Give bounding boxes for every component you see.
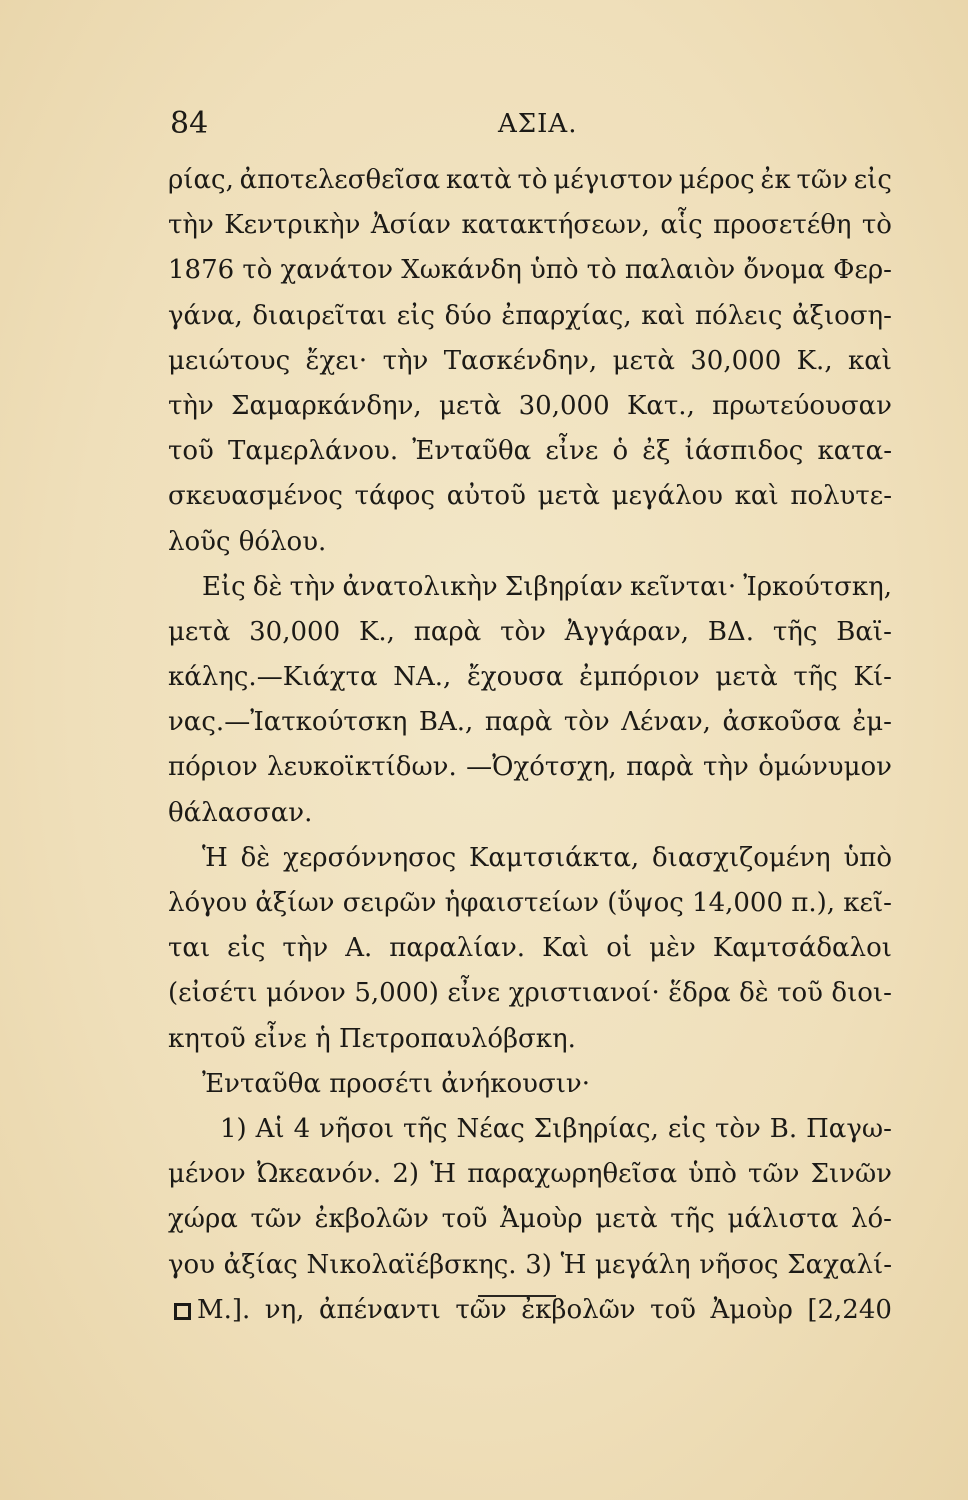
text-line: Ἐνταῦθα προσέτι ἀνήκουσιν· (202, 1068, 590, 1099)
word: (εἰσέτι (168, 978, 258, 1009)
word: ἀπέναντι (318, 1294, 441, 1325)
text-line (168, 565, 892, 610)
text-line (168, 926, 892, 971)
word: παλαιὸν (624, 255, 736, 286)
word: μετὰ (537, 481, 600, 512)
word: τῶν (455, 1294, 507, 1325)
word: ἐξ (642, 436, 671, 467)
word: 2) (392, 1159, 420, 1190)
word: ΒΔ. (707, 616, 755, 647)
word: Κ., (796, 345, 833, 376)
word: Β. (769, 1113, 798, 1144)
word: μετὰ (715, 662, 778, 693)
word: Ἡ (202, 842, 228, 873)
text-line (168, 474, 892, 519)
word: καὶ (847, 345, 892, 376)
word: ὑπὸ (529, 255, 579, 286)
word: νῆσοι (319, 1113, 395, 1144)
word: ΝΑ., (393, 662, 452, 693)
word: ἔχουσα (466, 662, 564, 693)
word: καὶ (641, 300, 686, 331)
word: 14,000 (692, 888, 784, 918)
word: τῶν (748, 1159, 800, 1190)
word: μέρος (678, 165, 755, 195)
word: τῆς (772, 616, 818, 647)
word: Φερ- (833, 255, 892, 286)
text-line (168, 1152, 892, 1197)
word: Ταμερλάνου. (227, 436, 399, 467)
word: δύο (444, 300, 492, 331)
word: μετὰ (168, 616, 231, 647)
word: καὶ (734, 481, 779, 512)
word: Καὶ (542, 933, 590, 964)
word: ἐκβολῶν (314, 1204, 429, 1235)
word: ὑπὸ (688, 1159, 737, 1190)
word: Ἀγγάραν, (564, 616, 690, 647)
word: Παγω- (806, 1113, 892, 1144)
text-line (168, 745, 892, 790)
word: χριστιανοί· (508, 978, 660, 1009)
word: αἷς (660, 210, 703, 241)
word: μὲν (649, 933, 696, 964)
word: χανάτον (280, 255, 394, 286)
running-title: ΑΣΙΑ. (498, 109, 578, 139)
text-line: θάλασσαν. (168, 797, 313, 828)
word: εἶνε (447, 978, 501, 1009)
text-line (168, 1243, 892, 1288)
word: κατὰ (445, 165, 512, 195)
word: διοι- (831, 978, 892, 1009)
word: Σαχαλί- (787, 1249, 892, 1280)
word: Σιβηρίαν (504, 571, 623, 602)
word: 4 (293, 1113, 311, 1144)
word: μόνον (266, 978, 346, 1009)
word: αὐτοῦ (446, 481, 526, 512)
word: τὸν (500, 616, 546, 647)
word: 30,000 (690, 345, 782, 376)
word: τοῦ (168, 436, 214, 467)
word: [2,240 (807, 1294, 892, 1325)
word: τῶν (250, 1204, 302, 1235)
word: μέγιστον (553, 165, 674, 195)
word: πρωτεύουσαν (712, 390, 892, 421)
word: μειώτους (168, 345, 291, 376)
page-header (170, 104, 890, 144)
word: Λέναν, (621, 707, 711, 738)
word: ἰάσπιδος (684, 436, 804, 467)
word: τὸ (861, 210, 892, 241)
word: τὸν (563, 707, 610, 738)
word: τοῦ (777, 978, 823, 1009)
word: Νέας (456, 1113, 525, 1144)
text-line (168, 158, 892, 203)
text-line (168, 1107, 892, 1152)
word: ὁμώνυμον (758, 752, 892, 783)
word: μετὰ (612, 345, 675, 376)
word: Σινῶν (810, 1159, 892, 1190)
word: πολυτε- (790, 481, 892, 512)
word: ἐμ- (852, 707, 892, 738)
word: κεῖνται· (629, 571, 737, 602)
word: μετὰ (595, 1204, 658, 1235)
word: ἀξιοση- (792, 300, 892, 331)
word: μάλιστα (727, 1204, 839, 1235)
word: 1876 (168, 255, 235, 286)
word: νας.—Ἰατκούτσκη (168, 707, 408, 738)
word: Ἀσίαν (370, 210, 451, 241)
word: ἡφαιστείων (444, 888, 599, 918)
word: ἐμπόριον (579, 662, 700, 693)
word: —Ὀχότσχη, (466, 752, 617, 783)
word: τὴν (703, 752, 749, 783)
word: τὴν (168, 210, 214, 241)
word: τάφος (354, 481, 436, 512)
word: κεῖ- (843, 888, 892, 918)
word: τοῦ (650, 1294, 696, 1325)
word: εἰς (227, 933, 266, 964)
word: 5,000) (354, 978, 439, 1009)
square-symbol-icon (174, 1303, 191, 1320)
word: Κ., (358, 616, 395, 647)
word: ἀσκοῦσα (722, 707, 841, 738)
word: ὄνομα (743, 255, 825, 286)
word: Σαμαρκάνδην, (231, 390, 422, 421)
word: πόλεις (694, 300, 783, 331)
word: κατα- (817, 436, 892, 467)
text-line (168, 248, 892, 293)
word: κατακτήσεων, (461, 210, 650, 241)
word: μεγάλη (595, 1249, 691, 1280)
word: μένον (168, 1159, 246, 1190)
word: τῆς (670, 1204, 715, 1235)
word: Κατ., (626, 390, 695, 421)
word: 1) (220, 1113, 247, 1144)
text-line-segment: Μ.]. (168, 1288, 250, 1333)
word: Ὠκεανόν. (256, 1159, 382, 1190)
word: (ὕψος (607, 888, 684, 918)
word: εἶνε (545, 436, 599, 467)
word: Ἀμοὺρ (500, 1204, 583, 1235)
word: εἰς (667, 1113, 707, 1144)
word: τοῦ (441, 1204, 488, 1235)
word: τῆς (793, 662, 838, 693)
word: ἕδρα (668, 978, 731, 1009)
word: τῶν (796, 165, 848, 195)
word: διαιρεῖται (252, 300, 388, 331)
word: Καμτσιάκτα, (468, 842, 640, 873)
word: δὲ (252, 571, 283, 602)
word: Καμτσάδαλοι (712, 933, 892, 964)
text-line (168, 1197, 892, 1242)
word: χερσόννησος (283, 842, 457, 873)
word: Βαϊ- (836, 616, 892, 647)
word: Σιβηρίας, (533, 1113, 659, 1144)
text-line (168, 700, 892, 745)
word: π.), (791, 888, 836, 918)
word: παρὰ (413, 616, 482, 647)
body-text (168, 158, 892, 1333)
word: δὲ (240, 842, 271, 873)
text-line: κητοῦ εἶνε ἡ Πετροπαυλόβσκη. (168, 1023, 576, 1054)
text-line (168, 836, 892, 881)
word: παρὰ (484, 707, 553, 738)
word: Ἡ (560, 1249, 587, 1280)
word: Αἱ (255, 1113, 285, 1144)
word: γάνα, (168, 300, 243, 331)
word: οἱ (606, 933, 633, 964)
word: μεγάλου (611, 481, 723, 512)
footer-rule (478, 1295, 556, 1297)
word: τὸ (242, 255, 273, 286)
word: λόγου (168, 888, 248, 918)
word: πόριον (168, 752, 258, 783)
text-line (168, 339, 892, 384)
word: ἔχει· (305, 345, 368, 376)
word: τὸν (715, 1113, 761, 1144)
word: παρὰ (626, 752, 694, 783)
word: 30,000 (518, 390, 610, 421)
word: εἰς (853, 165, 892, 195)
word: χώρα (168, 1204, 238, 1235)
word: εἰς (396, 300, 435, 331)
word: ἀξίων (255, 888, 335, 918)
word: τὴν (382, 345, 429, 376)
word: μετὰ (439, 390, 502, 421)
word: δὲ (739, 978, 769, 1009)
word: 3) (525, 1249, 552, 1280)
word: Χωκάνδη (401, 255, 522, 286)
text-line (168, 655, 892, 700)
word: Κί- (853, 662, 892, 693)
text-line (168, 384, 892, 429)
word: νῆσος (699, 1249, 779, 1280)
word: τὸ (586, 255, 617, 286)
word: τὴν (168, 390, 214, 421)
word: τὴν (282, 933, 329, 964)
word: ΒΑ., (418, 707, 474, 738)
text-line: λοῦς θόλου. (168, 526, 327, 557)
word: Νικολαϊέβσκης. (306, 1249, 517, 1280)
word: Εἰς (202, 571, 246, 602)
word: νη, (264, 1294, 305, 1325)
word: Ἐνταῦθα (412, 436, 532, 467)
word: τῆς (403, 1113, 448, 1144)
word: Ἀμοὺρ (710, 1294, 793, 1325)
word: σκευασμένος (168, 481, 343, 512)
text-line (168, 971, 892, 1016)
text-line (168, 429, 892, 474)
word: τὸ (517, 165, 548, 195)
text-line (168, 881, 892, 926)
word: Ἡ (430, 1159, 457, 1190)
text-line (168, 610, 892, 655)
word: ἐκβολῶν (521, 1294, 636, 1325)
word: ὁ (612, 436, 629, 467)
word: παραλίαν. (389, 933, 526, 964)
word: ἀνατολικὴν (342, 571, 498, 602)
word: ὑπὸ (843, 842, 892, 873)
word: παραχωρηθεῖσα (467, 1159, 678, 1190)
word: ται (168, 933, 211, 964)
word: κάλης.—Κιάχτα (168, 662, 378, 693)
text-line (168, 294, 892, 339)
word: προσετέθη (713, 210, 852, 241)
word: Τασκένδην, (443, 345, 598, 376)
word: 30,000 (249, 616, 341, 647)
text-line (168, 203, 892, 248)
word: ἐκ (760, 165, 791, 195)
word: διασχιζομένη (652, 842, 831, 873)
word: γου (168, 1249, 215, 1280)
word: ἀξίας (223, 1249, 298, 1280)
page-number: 84 (170, 106, 209, 141)
word: Α. (345, 933, 373, 964)
word: ρίας, (168, 165, 234, 195)
word: ἀποτελεσθεῖσα (239, 165, 441, 195)
word: λευκοϊκτίδων. (267, 752, 457, 783)
word: Κεντρικὴν (224, 210, 361, 241)
word: Ἰρκούτσκη, (743, 571, 892, 602)
word: λό- (851, 1204, 892, 1235)
word: τὴν (289, 571, 336, 602)
word: σειρῶν (342, 888, 437, 918)
word: ἐπαρχίας, (501, 300, 632, 331)
